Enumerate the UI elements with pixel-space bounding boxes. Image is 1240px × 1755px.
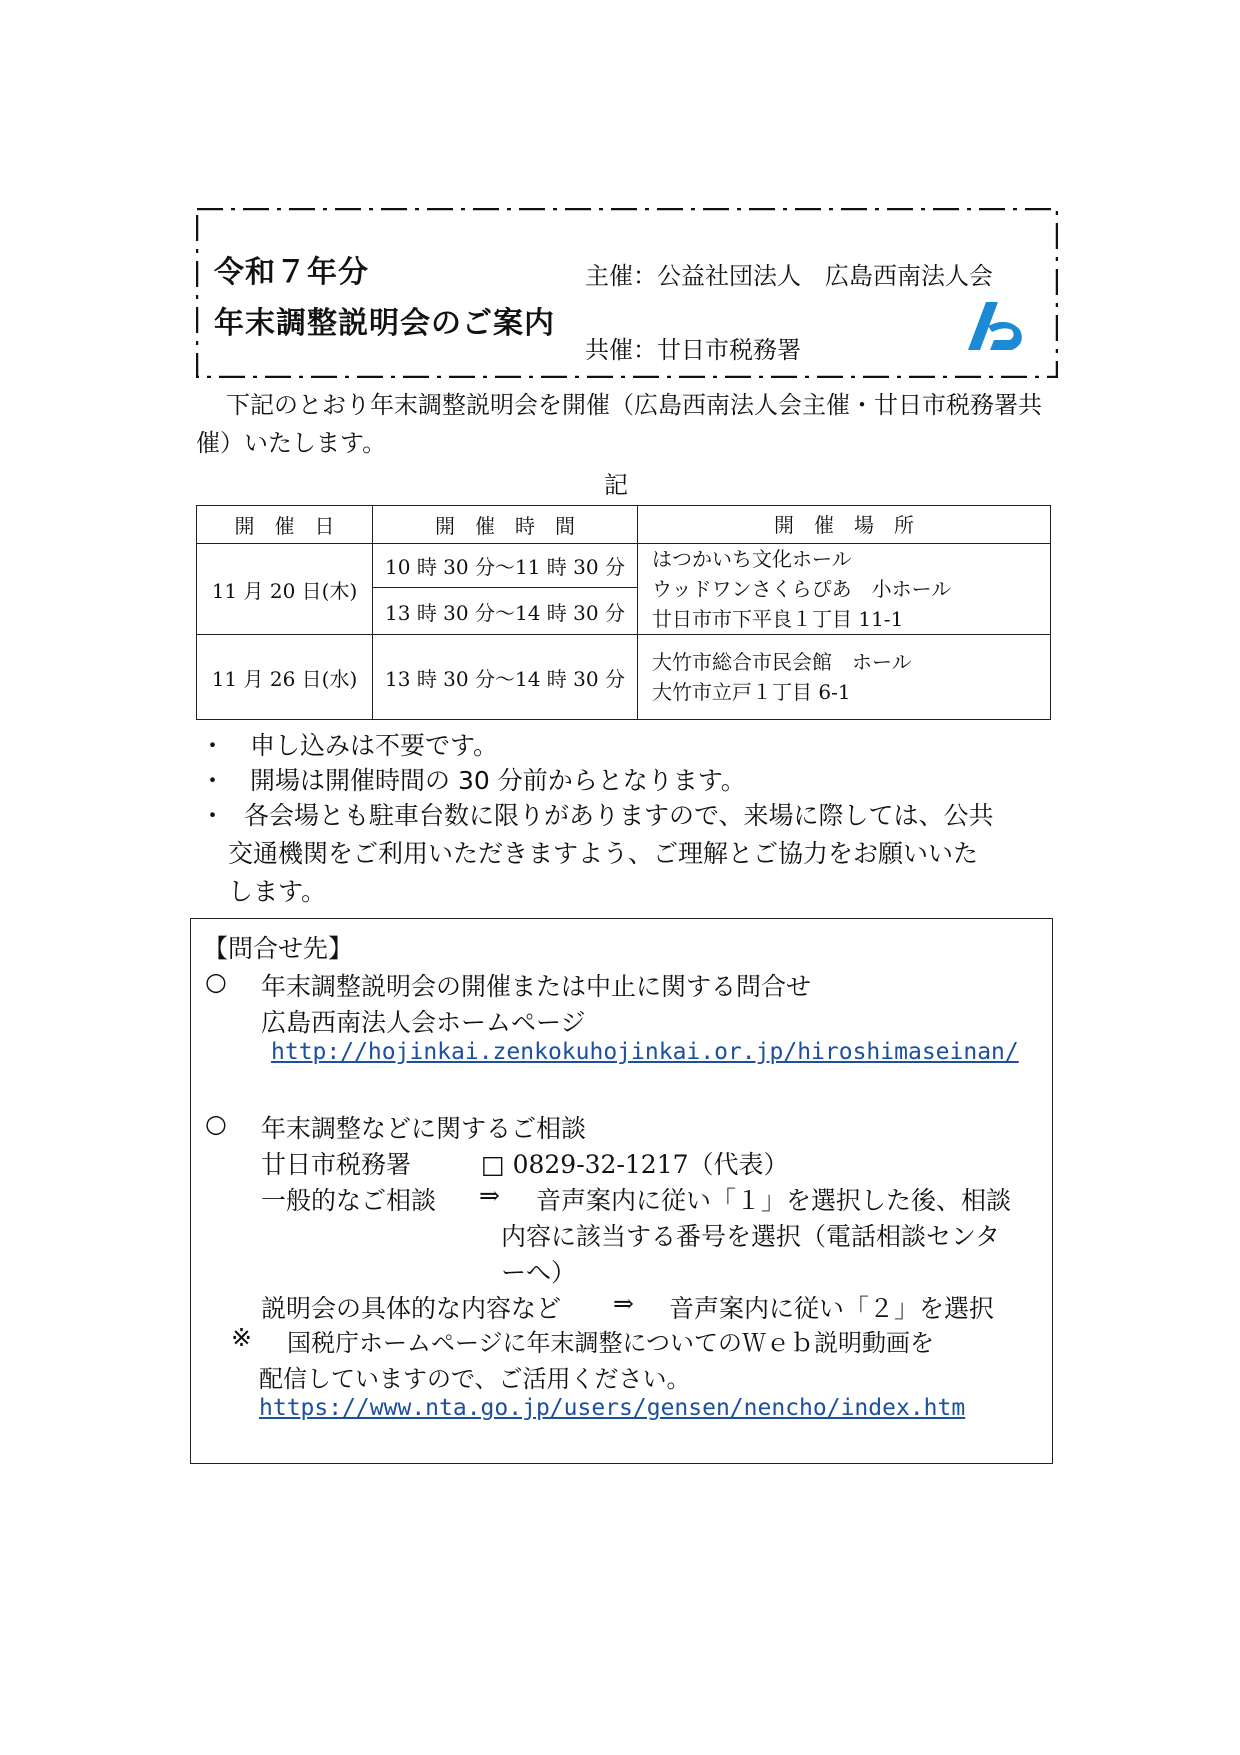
contact-box — [190, 918, 1053, 1464]
row1-place-line-2: ウッドワンさくらぴあ 小ホール — [652, 577, 952, 601]
table-row — [197, 635, 1051, 720]
note-text-2: 開場は開催時間の 30 分前からとなります。 — [250, 766, 746, 795]
tax-office-phone: □ 0829-32-1217（代表） — [481, 1150, 789, 1179]
bullet-mark: ・ — [200, 801, 226, 830]
ki-mark: 記 — [604, 471, 628, 499]
table-header-row — [197, 506, 1051, 544]
row1-time-2: 13 時 30 分～14 時 30 分 — [373, 588, 638, 635]
row1-date: 11 月 20 日(木) — [197, 544, 373, 635]
note-text-3c: します。 — [228, 877, 327, 906]
row2-place-line-1: 大竹市総合市民会館 ホール — [652, 650, 912, 674]
row1-time-1: 10 時 30 分～11 時 30 分 — [373, 544, 638, 588]
arrow-icon: ⇒ — [479, 1181, 500, 1210]
general-consult-text-2: 内容に該当する番号を選択（電話相談センタ — [501, 1222, 1001, 1251]
row1-place — [638, 544, 1051, 635]
nta-url-link[interactable]: https://www.nta.go.jp/users/gensen/nencho/index.htm — [259, 1395, 966, 1421]
note-item-2 — [200, 762, 746, 800]
section1-title: 年末調整説明会の開催または中止に関する問合せ — [261, 972, 812, 1001]
row2-place-line-2: 大竹市立戸１丁目 6-1 — [652, 680, 851, 704]
schedule-table — [196, 505, 1051, 720]
bullet-mark: ・ — [200, 731, 226, 760]
remark-line-1: 国税庁ホームページに年末調整についてのＷｅｂ説明動画を — [287, 1329, 935, 1357]
title-line-1: 令和７年分 — [214, 255, 369, 290]
section1-site-label: 広島西南法人会ホームページ — [261, 1008, 586, 1037]
intro-paragraph: 下記のとおり年末調整説明会を開催（広島西南法人会主催・廿日市税務署共催）いたします。 — [196, 391, 1042, 457]
tax-office-name: 廿日市税務署 — [261, 1150, 412, 1179]
note-text-3b: 交通機関をご利用いただきますよう、ご理解とご協力をお願いいた — [228, 839, 979, 868]
cosponsor-text: 共催：廿日市税務署 — [585, 336, 801, 364]
section2-title: 年末調整などに関するご相談 — [261, 1114, 587, 1143]
hojinkai-logo-icon — [968, 300, 1026, 352]
note-item-1 — [200, 727, 498, 765]
organizer-text: 主催：公益社団法人 広島西南法人会 — [585, 262, 993, 290]
specific-consult-text: 音声案内に従い「２」を選択 — [669, 1294, 995, 1323]
header-place: 開 催 場 所 — [638, 506, 1051, 544]
row2-place — [638, 635, 1051, 720]
header-date: 開 催 日 — [197, 506, 373, 544]
note-item-3 — [200, 797, 1060, 911]
remark-line-2: 配信していますので、ご活用ください。 — [259, 1365, 691, 1393]
general-consult-text-1: 音声案内に従い「１」を選択した後、相談 — [536, 1186, 1012, 1215]
arrow-icon: ⇒ — [613, 1289, 634, 1318]
title-line-2: 年末調整説明会のご案内 — [214, 306, 555, 341]
row2-date: 11 月 26 日(水) — [197, 635, 373, 720]
contact-heading: 【問合せ先】 — [203, 934, 354, 963]
hojinkai-url-link[interactable]: http://hojinkai.zenkokuhojinkai.or.jp/hiroshimaseinan/ — [271, 1039, 1019, 1065]
table-row — [197, 544, 1051, 588]
specific-consult-label: 説明会の具体的な内容など — [261, 1294, 562, 1323]
row1-place-line-3: 廿日市市下平良１丁目 11-1 — [652, 607, 904, 631]
note-text-1: 申し込みは不要です。 — [250, 731, 499, 760]
note-text-3a: 各会場とも駐車台数に限りがありますので、来場に際しては、公共 — [244, 801, 994, 830]
general-consult-text-3: ーへ） — [501, 1258, 577, 1287]
circle-bullet: ○ — [205, 1109, 227, 1138]
header-time: 開 催 時 間 — [373, 506, 638, 544]
row1-place-line-1: はつかいち文化ホール — [652, 547, 852, 571]
remark-mark: ※ — [231, 1323, 252, 1352]
general-consult-label: 一般的なご相談 — [261, 1186, 437, 1215]
circle-bullet: ○ — [205, 967, 227, 996]
row2-time-1: 13 時 30 分～14 時 30 分 — [373, 635, 638, 720]
bullet-mark: ・ — [200, 766, 226, 795]
